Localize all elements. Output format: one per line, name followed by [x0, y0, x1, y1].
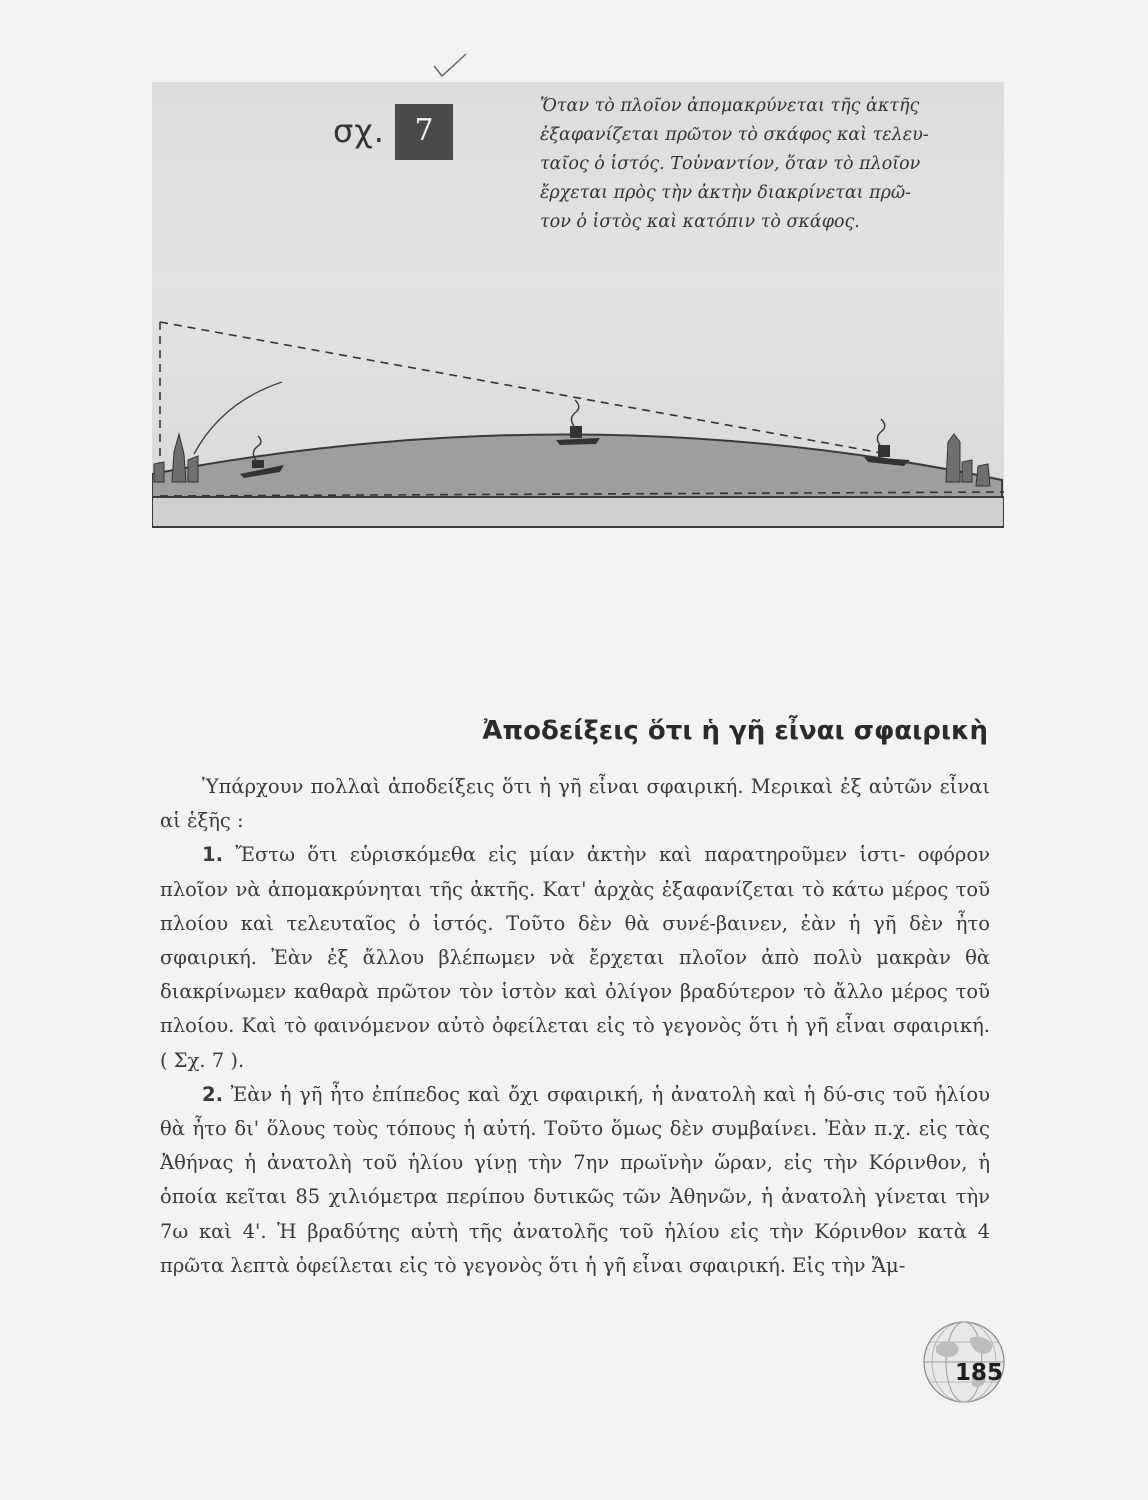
- text-line: Ἐὰν ἡ γῆ ἦτο ἐπίπεδος καὶ ὄχι σφαιρική, ἡ ἀνατολὴ καὶ ἡ δύ-: [222, 1082, 854, 1106]
- caption-line: ἔρχεται πρὸς τὴν ἀκτὴν διακρίνεται πρῶ-: [540, 183, 912, 203]
- intro-paragraph: [160, 770, 990, 838]
- figure-caption: [540, 92, 970, 237]
- text-line: 7ην πρωϊνὴν ὥραν, εἰς τὴν Κόρινθον, ἡ ὁποία κεῖται 85 χιλιόμετρα: [160, 1151, 991, 1209]
- ship-right: [864, 419, 910, 466]
- text-line: οφόρον πλοῖον νὰ ἀπομακρύνηται τῆς ἀκτῆς. Κατ' ἀρχὰς ἐξαφανίζεται: [160, 843, 990, 901]
- right-coast-buildings: [946, 434, 990, 486]
- point-1-number: 1.: [202, 843, 223, 867]
- text-line: ὀφείλεται εἰς τὸ γεγονὸς ὅτι ἡ γῆ εἶναι σφαιρική. ( Σχ. 7 ).: [160, 1014, 990, 1072]
- text-line: περίπου δυτικῶς τῶν Ἀθηνῶν, ἡ ἀνατολὴ γίνεται τὴν 7ω καὶ 4'. Ἡ: [160, 1185, 990, 1243]
- text-line: συμβαίνει. Ἐὰν π.χ. εἰς τὰς Ἀθήνας ἡ ἀνατολὴ τοῦ ἡλίου γίνῃ τὴν: [160, 1117, 990, 1175]
- check-mark-icon: [430, 52, 470, 82]
- text-line: αὐτῶν εἶναι αἱ ἑξῆς :: [160, 775, 990, 833]
- text-line: Ὑπάρχουν πολλαὶ ἀποδείξεις ὅτι ἡ γῆ εἶναι σφαιρική. Μερικαὶ ἐξ: [202, 775, 862, 798]
- figure-number: 7: [395, 104, 453, 160]
- point-1-paragraph: [160, 838, 990, 1077]
- text-line: βαινεν, ἐὰν ἡ γῆ δὲν ἦτο σφαιρική. Ἐὰν ἐξ ἄλλου βλέπωμεν νὰ ἔρχεται: [160, 911, 990, 970]
- caption-line: ταῖος ὁ ἱστός. Τοὐναντίον, ὅταν τὸ πλοῖον: [540, 154, 921, 174]
- text-line: λεπτὰ ὀφείλεται εἰς τὸ γεγονὸς ὅτι ἡ γῆ εἶναι σφαιρική. Εἰς τὴν Ἄμ-: [230, 1253, 906, 1277]
- page-number: 185: [955, 1360, 1004, 1386]
- text-line: σις τοῦ ἡλίου θὰ ἦτο δι' ὅλους τοὺς τόπους ἡ αὐτή. Τοῦτο ὅμως δὲν: [160, 1082, 990, 1141]
- body-text: [160, 770, 990, 1283]
- caption-line: τον ὁ ἱστὸς καὶ κατόπιν τὸ σκάφος.: [540, 212, 860, 232]
- caption-line: ἐξαφανίζεται πρῶτον τὸ σκάφος καὶ τελευ-: [540, 125, 929, 145]
- point-2-paragraph: [160, 1078, 990, 1283]
- text-line: ὀλίγον βραδύτερον τὸ ἄλλο μέρος τοῦ πλοίου. Καὶ τὸ φαινόμενον αὐτὸ: [160, 980, 990, 1038]
- section-heading: Ἀποδείξεις ὅτι ἡ γῆ εἶναι σφαιρικὴ: [482, 716, 988, 746]
- point-2-number: 2.: [202, 1082, 223, 1106]
- text-line: Ἔστω ὅτι εὑρισκόμεθα εἰς μίαν ἀκτὴν καὶ παρατηροῦμεν ἱστι-: [222, 843, 906, 867]
- caption-line: Ὅταν τὸ πλοῖον ἀπομακρύνεται τῆς ἀκτῆς: [540, 96, 920, 116]
- text-line: τὸ κάτω μέρος τοῦ πλοίου καὶ τελευταῖος ὁ ἱστός. Τοῦτο δὲν θὰ συνέ-: [160, 877, 990, 935]
- text-line: πλοῖον ἀπὸ πολὺ μακρὰν θὰ διακρίνωμεν καθαρὰ πρῶτον τὸν ἱστὸν καὶ: [160, 946, 990, 1004]
- text-line: βραδύτης αὐτὴ τῆς ἀνατολῆς τοῦ ἡλίου εἰς τὴν Κόρινθον κατὰ 4 πρῶτα: [160, 1219, 990, 1277]
- figure-7: [152, 82, 1004, 528]
- figure-label: σχ.: [333, 112, 385, 150]
